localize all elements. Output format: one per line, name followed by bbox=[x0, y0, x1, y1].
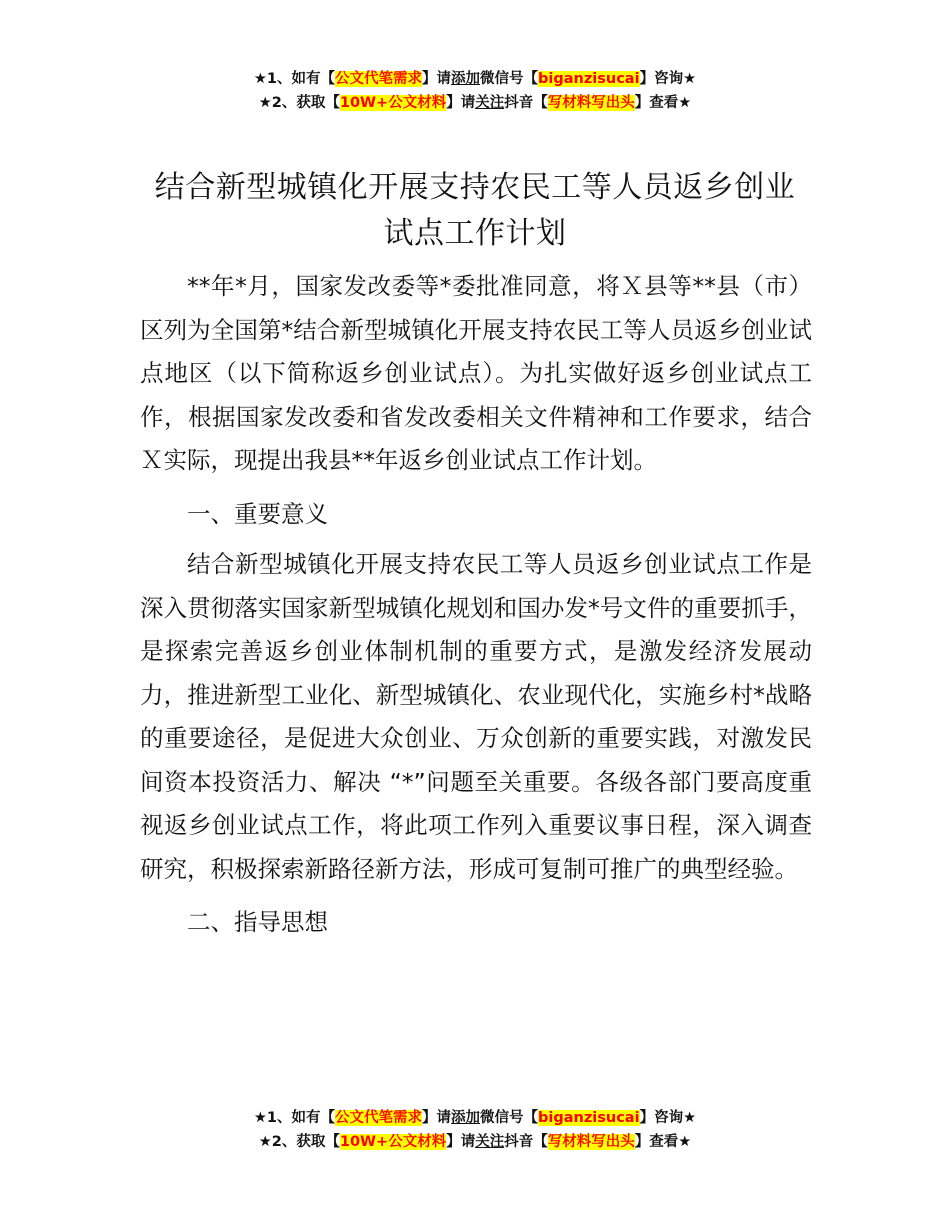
header-banner bbox=[0, 67, 950, 115]
banner-text: 】查看★ bbox=[634, 1134, 692, 1150]
section-1-paragraph: 结合新型城镇化开展支持农民工等人员返乡创业试点工作是深入贯彻落实国家新型城镇化规划和国办发*号文件的重要抓手，是探索完善返乡创业体制机制的重要方式，是激发经济发展动力，推进新型工业化、新型城镇化、农业现代化，实施乡村*战略的重要途径，是促进大众创业、万众创新的重要实践，对激发民间资本投资活力、解决 “*”问题至关重要。各级各部门要高度重视返乡创业试点工作，将此项工作列入重要议事日程，深入调查研究，积极探索新路径新方法，形成可复制可推广的典型经验。 bbox=[140, 550, 812, 883]
banner-line-2 bbox=[0, 1130, 950, 1154]
banner-underline: 添加 bbox=[451, 71, 481, 87]
banner-text: 微信号【 bbox=[480, 1110, 539, 1126]
banner-text: 】请 bbox=[446, 1134, 476, 1150]
banner-text: 】咨询★ bbox=[639, 71, 697, 87]
intro-paragraph: **年*月，国家发改委等*委批准同意，将Ｘ县等**县（市）区列为全国第*结合新型城镇化开展支持农民工等人员返乡创业试点地区（以下简称返乡创业试点）。为扎实做好返乡创业试点工作，根据国家发改委和省发改委相关文件精神和工作要求，结合Ｘ实际，现提出我县**年返乡创业试点工作计划。 bbox=[140, 272, 812, 474]
banner-highlight: biganzisucai bbox=[538, 1110, 640, 1126]
section-heading-2: 二、指导思想 bbox=[187, 908, 328, 936]
banner-line-1 bbox=[0, 67, 950, 91]
banner-text: ★2、获取【 bbox=[258, 1134, 340, 1150]
banner-text: 抖音【 bbox=[504, 1134, 548, 1150]
banner-text: ★2、获取【 bbox=[258, 95, 340, 111]
banner-text: 】请 bbox=[446, 95, 476, 111]
banner-line-2 bbox=[0, 91, 950, 115]
banner-text: 】咨询★ bbox=[639, 1110, 697, 1126]
banner-highlight: 公文代笔需求 bbox=[335, 71, 423, 87]
banner-text: 】请 bbox=[422, 71, 452, 87]
banner-text: ★1、如有【 bbox=[253, 71, 336, 87]
banner-line-1 bbox=[0, 1106, 950, 1130]
banner-text: ★1、如有【 bbox=[253, 1110, 336, 1126]
document-title: 结合新型城镇化开展支持农民工等人员返乡创业试点工作计划 bbox=[154, 170, 796, 251]
banner-highlight: biganzisucai bbox=[538, 71, 640, 87]
banner-highlight: 写材料写出头 bbox=[547, 1134, 635, 1150]
document-body bbox=[140, 265, 812, 952]
banner-text: 抖音【 bbox=[504, 95, 548, 111]
banner-highlight: 10W+公文材料 bbox=[339, 95, 447, 111]
banner-highlight: 写材料写出头 bbox=[547, 95, 635, 111]
footer-banner bbox=[0, 1106, 950, 1154]
banner-text: 微信号【 bbox=[480, 71, 539, 87]
banner-underline: 关注 bbox=[475, 95, 505, 111]
banner-text: 】查看★ bbox=[634, 95, 692, 111]
banner-highlight: 10W+公文材料 bbox=[339, 1134, 447, 1150]
banner-underline: 关注 bbox=[475, 1134, 505, 1150]
section-heading-1: 一、重要意义 bbox=[187, 499, 328, 528]
banner-text: 】请 bbox=[422, 1110, 452, 1126]
banner-highlight: 公文代笔需求 bbox=[335, 1110, 423, 1126]
banner-underline: 添加 bbox=[451, 1110, 481, 1126]
